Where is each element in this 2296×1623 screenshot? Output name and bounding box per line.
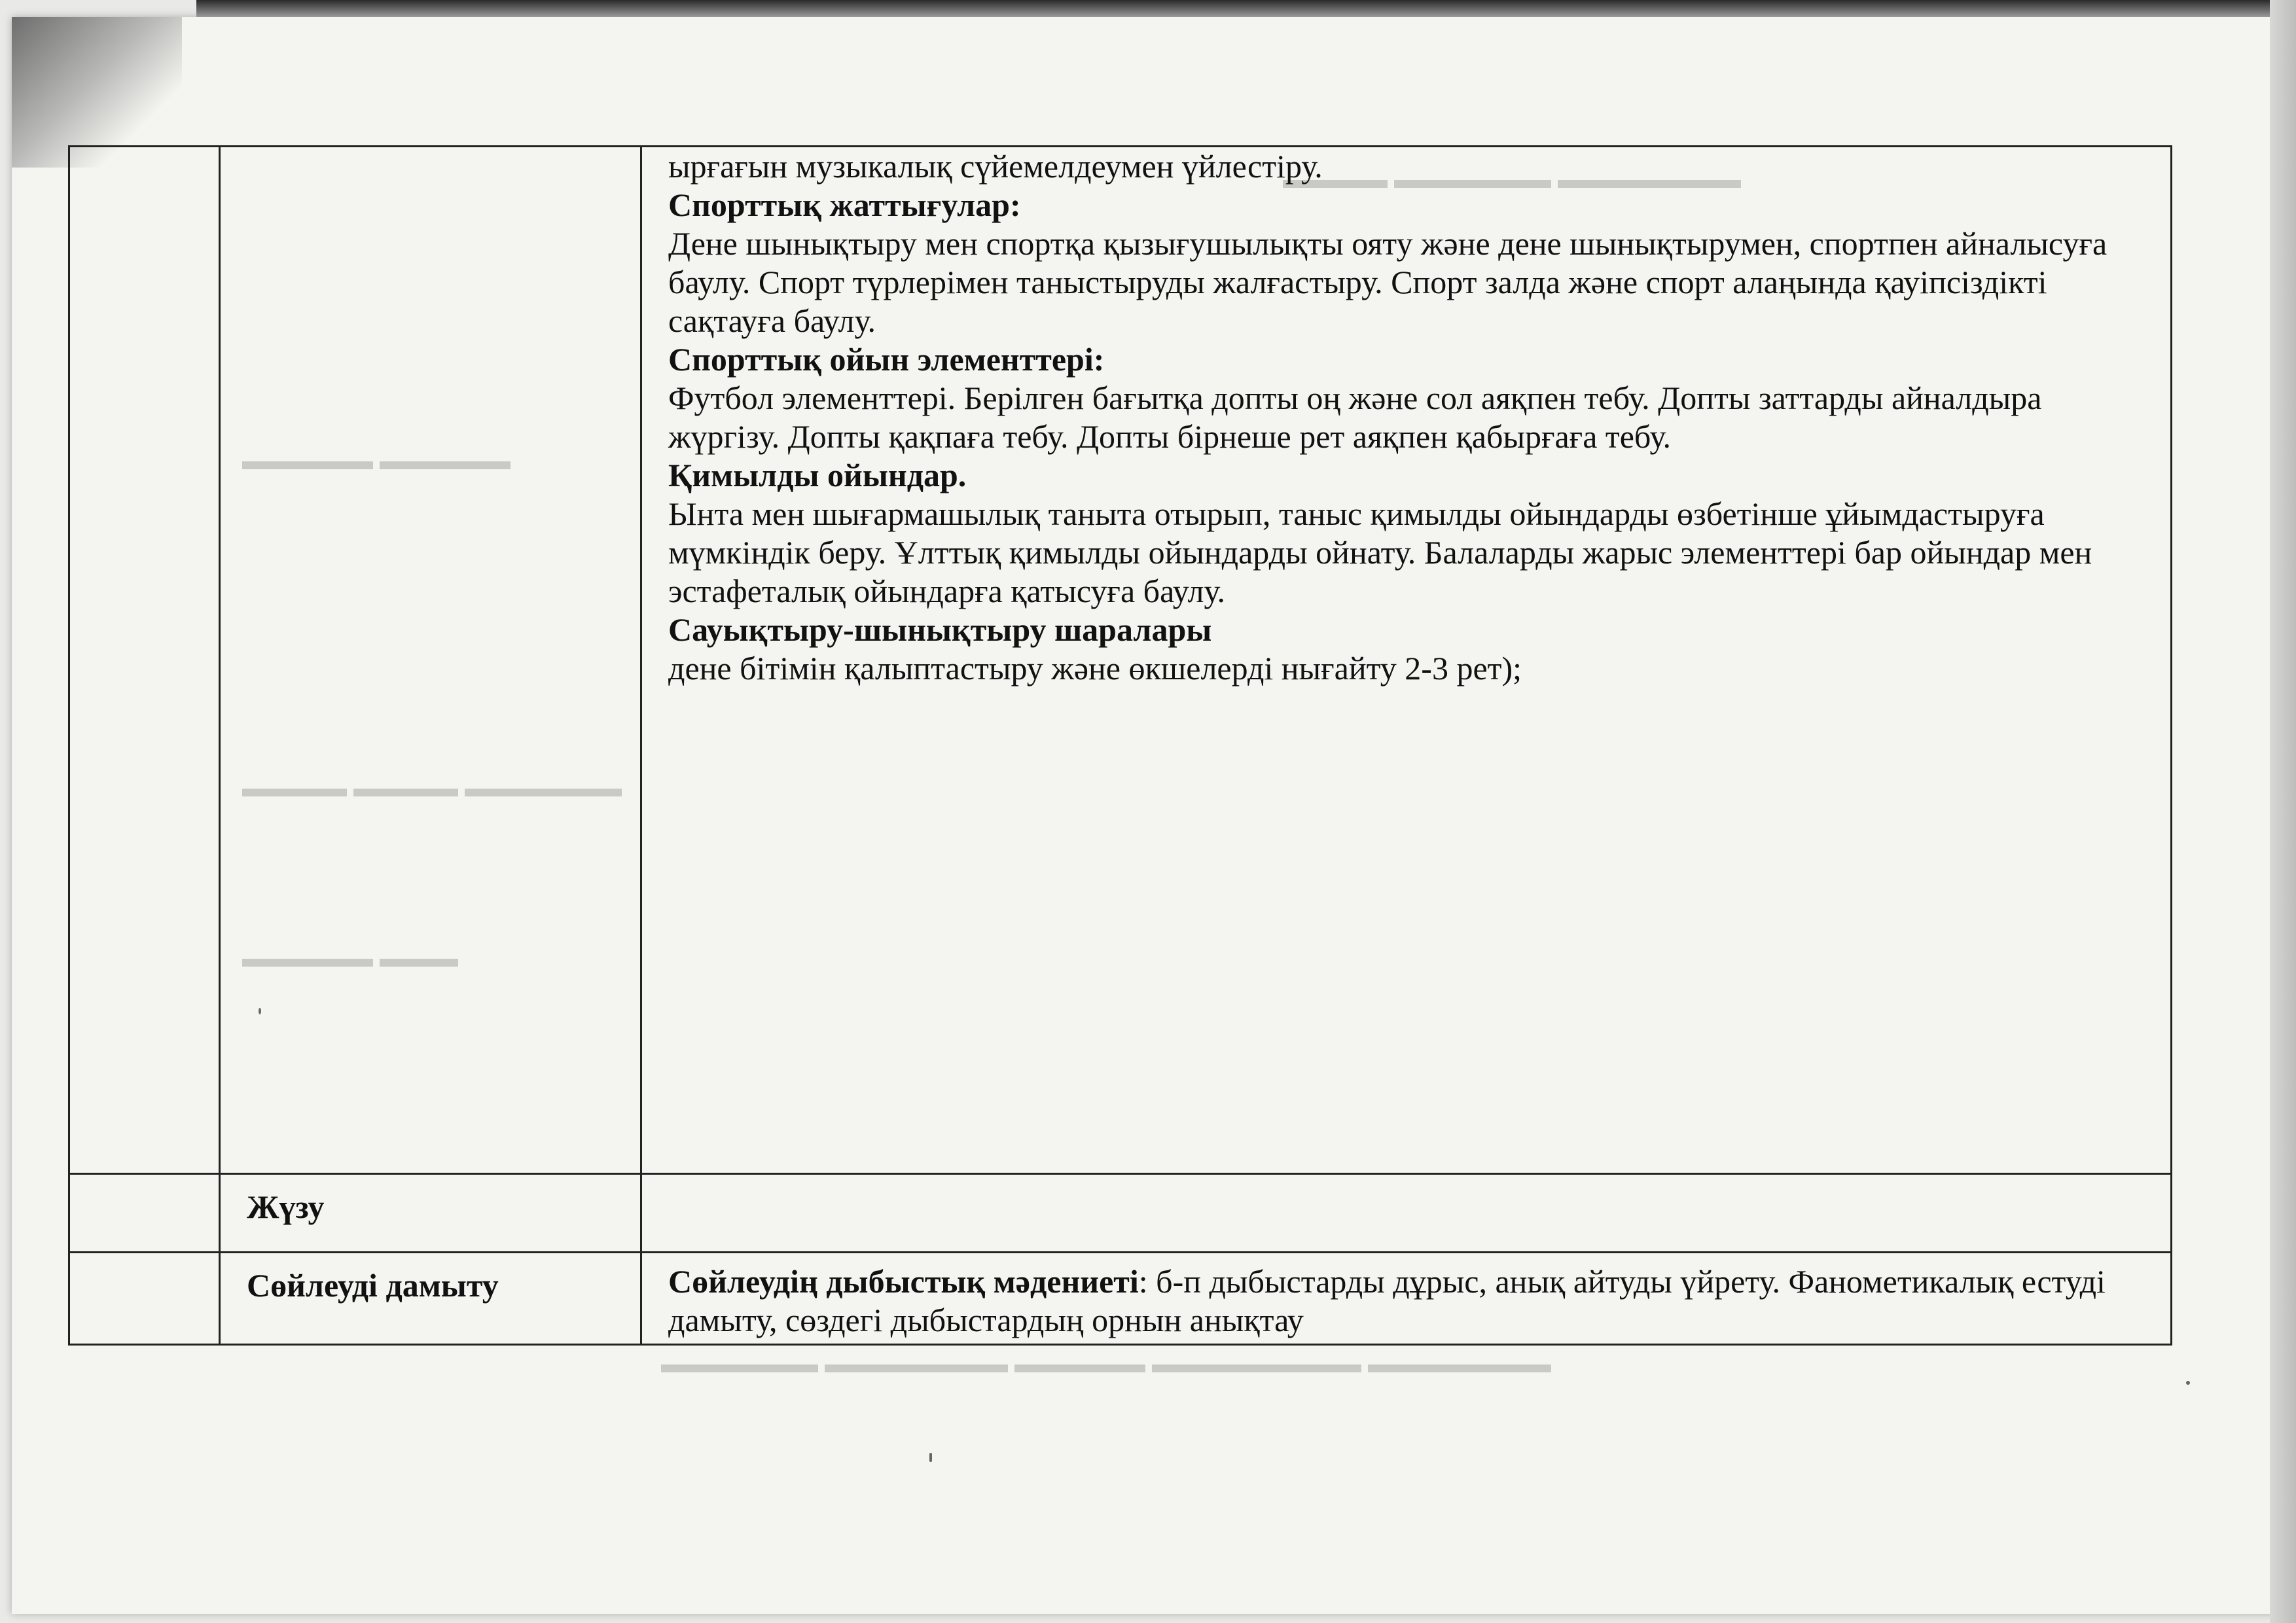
bleed-through-text: ▬▬▬▬ ▬▬▬▬▬▬ ▬▬▬▬▬▬▬ (1283, 164, 1741, 194)
content-cell (641, 1174, 2172, 1253)
paragraph: дене бітімін қалыптастыру және өкшелерді нығайту 2-3 рет); (668, 650, 1522, 687)
scan-speck (259, 1008, 261, 1014)
scan-speck (2186, 1381, 2190, 1385)
paragraph: Ынта мен шығармашылық таныта отырып, таныс қимылды ойындарды өзбетінше ұйымдастыруға мүмкіндік беру. Ұлттық қимылды ойындарды ойнату. Балаларды жарыс элементтері бар ойындар мен эстафеталық ойындарға қатысуға баулу. (668, 495, 2092, 609)
bleed-through-text: ▬▬▬▬ ▬▬▬▬ ▬▬▬▬▬▬ (242, 773, 622, 802)
section-heading: Қимылды ойындар. (668, 457, 967, 493)
empty-margin-cell (69, 1253, 220, 1345)
empty-margin-cell (69, 147, 220, 1174)
scanner-edge-right (2270, 0, 2296, 1623)
content-cell (641, 147, 2172, 1174)
scanner-edge-top (196, 0, 2296, 17)
scan-speck (929, 1453, 932, 1462)
curriculum-table (68, 145, 2172, 1346)
bleed-through-text: ▬▬▬▬▬▬ ▬▬▬▬▬▬▬ ▬▬▬▬▬ ▬▬▬▬▬▬▬▬ ▬▬▬▬▬▬▬ (661, 1349, 1551, 1378)
paragraph: Футбол элементтері. Берілген бағытқа допты оң және сол аяқпен тебу. Допты заттарды айналдыра жүргізу. Допты қақпаға тебу. Допты бірнеше рет аяқпен қабырғаға тебу. (668, 380, 2042, 455)
row-label-cell (220, 147, 641, 1174)
section-heading: Сауықтыру-шынықтыру шаралары (668, 611, 1212, 648)
row-label-swimming: Жүзу (220, 1174, 641, 1253)
paragraph: Дене шынықтыру мен спортқа қызығушылықты ояту және дене шынықтырумен, спортпен айналысуға баулу. Спорт түрлерімен таныстыруды жалғастыру. Спорт залда және спорт алаңында қауіпсіздікті сақтауға баулу. (668, 225, 2108, 339)
bleed-through-text: ▬▬▬▬▬ ▬▬▬▬▬ (242, 446, 511, 475)
paragraph-inline: : б-п дыбыстарды дұрыс, анық айтуды үйрету. Фанометикалық естуді дамыту, сөздегі дыбыстардың орнын анықтау (668, 1263, 2106, 1338)
paragraph: ырғағын музыкалық сүйемелдеумен үйлестіру. (668, 148, 1323, 185)
section-heading: Спорттық ойын элементтері: (668, 341, 1105, 378)
content-cell (641, 1253, 2172, 1345)
table-row-swimming (69, 1174, 2172, 1253)
empty-margin-cell (69, 1174, 220, 1253)
row-label-speech-development: Сөйлеуді дамыту (220, 1253, 641, 1345)
table-row-speech-development (69, 1253, 2172, 1345)
bleed-through-text: ▬▬▬▬▬ ▬▬▬ (242, 943, 458, 972)
table-row-physical-education (69, 147, 2172, 1174)
section-heading-inline: Сөйлеудің дыбыстық мәдениеті (668, 1263, 1139, 1300)
section-heading: Спорттық жаттығулар: (668, 187, 1021, 223)
